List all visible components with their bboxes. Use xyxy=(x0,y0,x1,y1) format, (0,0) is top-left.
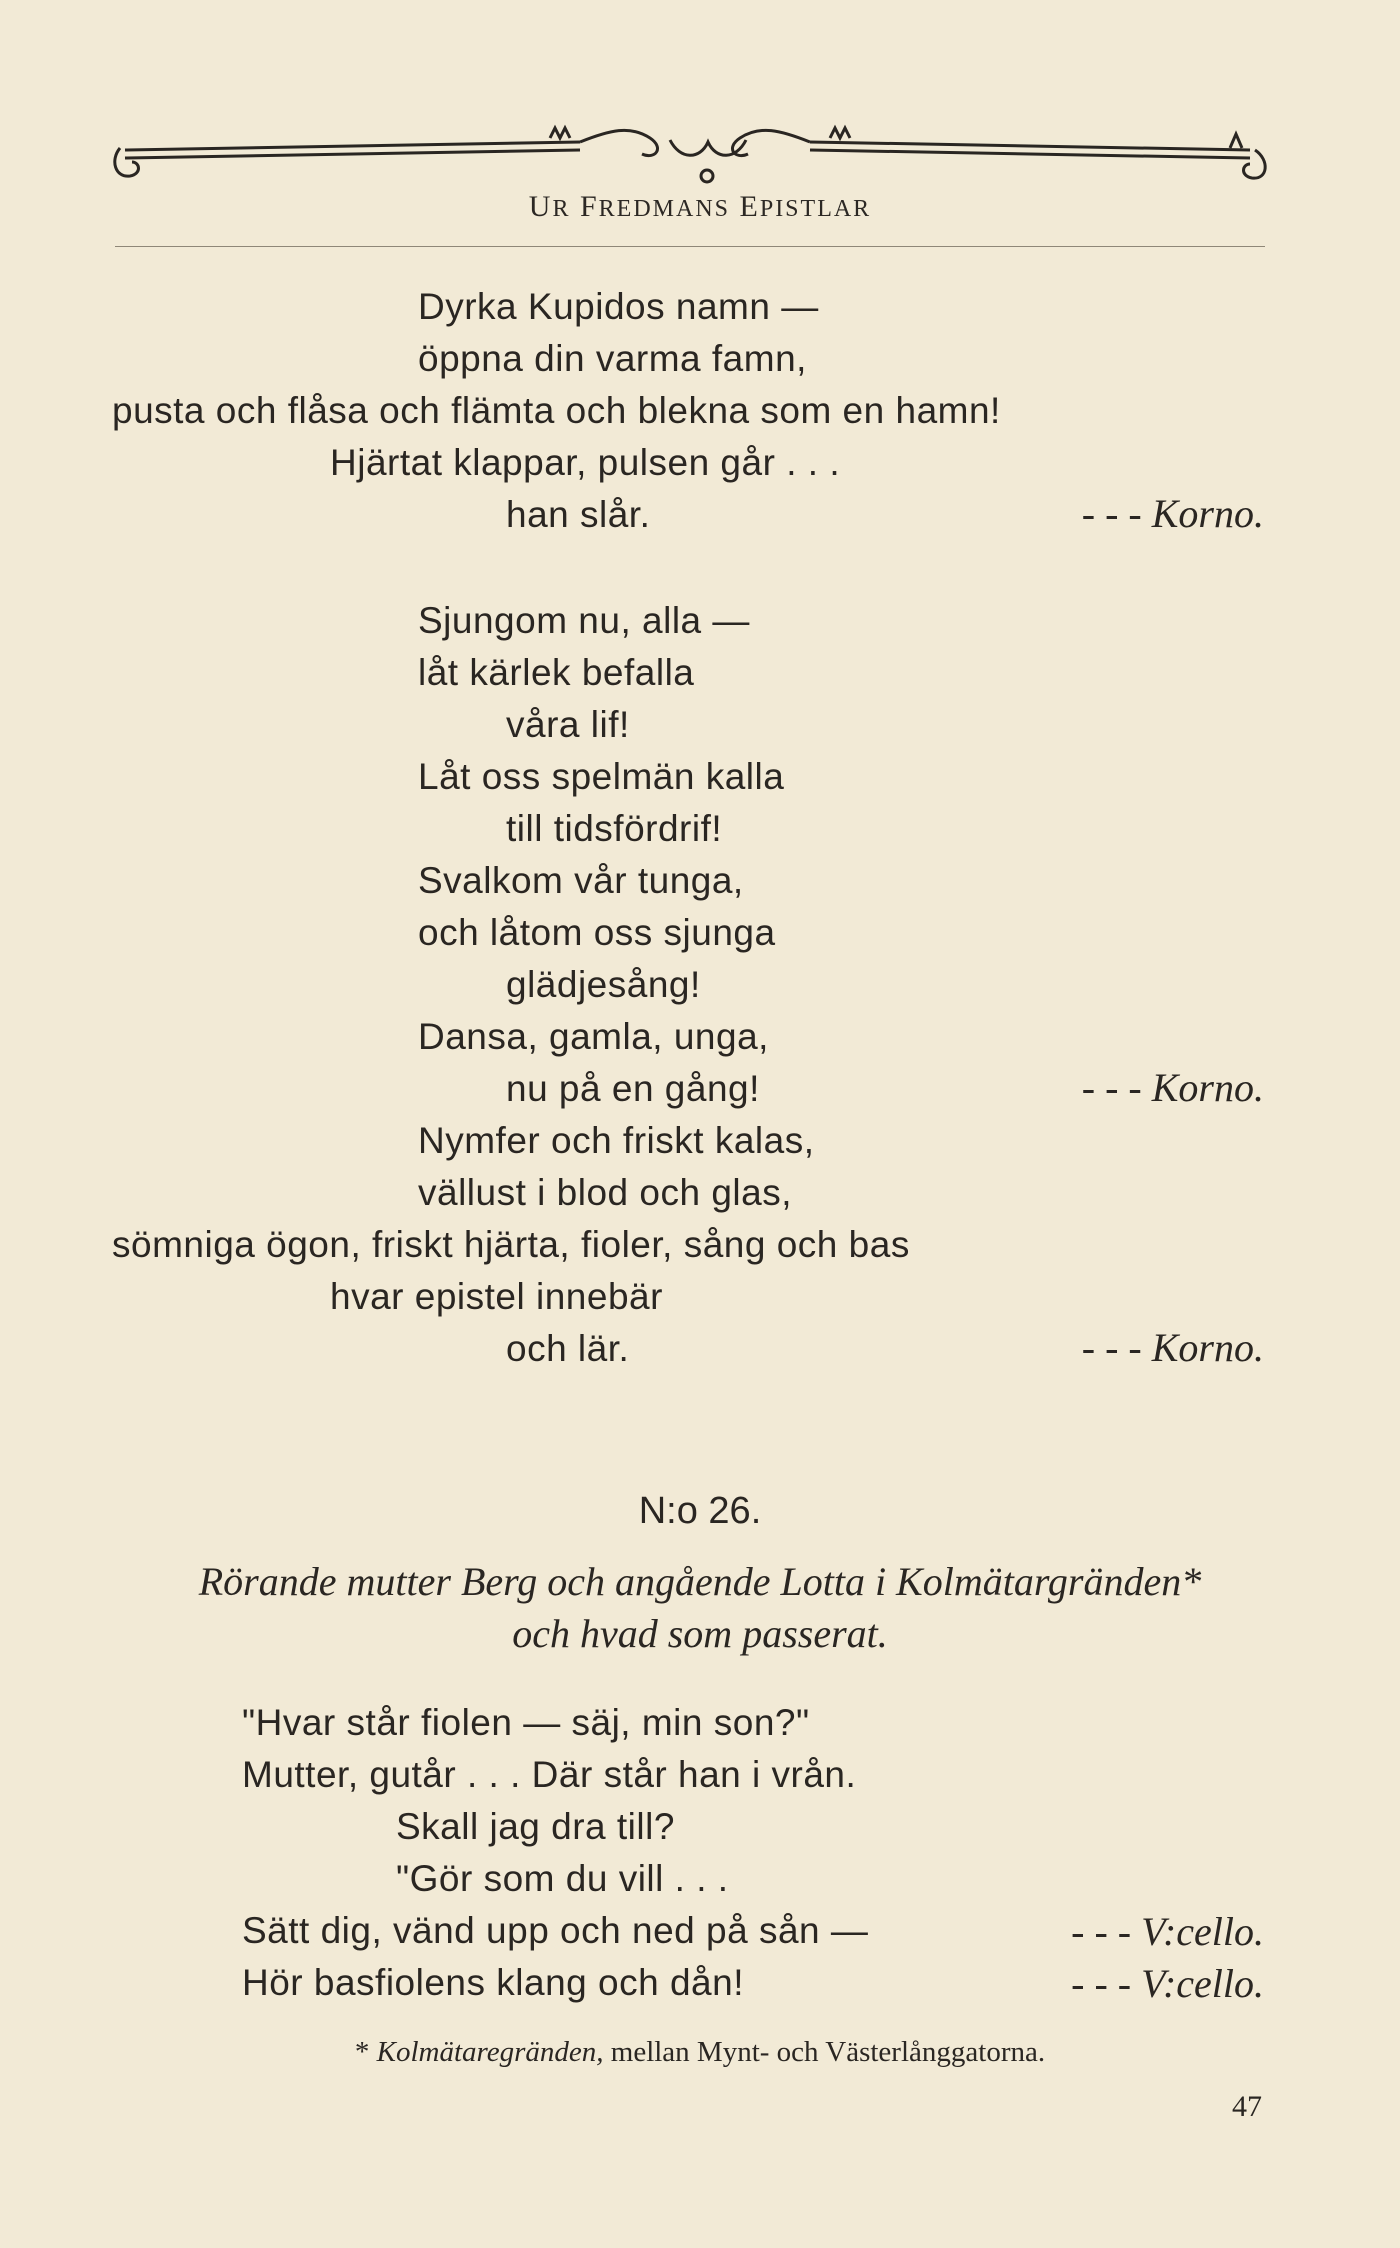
verse-line: vällust i blod och glas, xyxy=(418,1172,792,1213)
instrument-cue: - - - Korno. xyxy=(1081,491,1264,536)
instrument-cue: - - - V:cello. xyxy=(1071,1909,1264,1954)
epistle-title-line-2: och hvad som passerat. xyxy=(512,1611,888,1656)
verse-line: "Hvar står fiolen — säj, min son?" xyxy=(242,1702,810,1743)
verse-line: Nymfer och friskt kalas, xyxy=(418,1120,815,1161)
verse-line: Sjungom nu, alla — xyxy=(418,600,750,641)
verse-line: glädjesång! xyxy=(506,964,701,1005)
page-number: 47 xyxy=(1232,2090,1262,2123)
header-rule xyxy=(115,246,1265,247)
epistle-number: N:o 26. xyxy=(638,1490,762,1532)
footnote-place: Kolmätaregränden, xyxy=(376,2036,604,2068)
verse-line: "Gör som du vill . . . xyxy=(396,1858,729,1899)
running-head: UR FREDMANS EPISTLAR xyxy=(528,190,872,223)
footnote-marker: * xyxy=(354,2036,370,2068)
verse-line: och lär. xyxy=(506,1328,630,1369)
verse-line: låt kärlek befalla xyxy=(418,652,695,693)
verse-line: Sätt dig, vänd upp och ned på sån — xyxy=(242,1910,869,1951)
verse-line: till tidsfördrif! xyxy=(506,808,723,849)
verse-line: Mutter, gutår . . . Där står han i vrån. xyxy=(242,1754,857,1795)
verse-line: nu på en gång! xyxy=(506,1068,760,1109)
footnote-text: mellan Mynt- och Västerlånggatorna. xyxy=(610,2036,1046,2068)
verse-line: Hör basfiolens klang och dån! xyxy=(242,1962,744,2003)
epistle-title-line-1: Rörande mutter Berg och angående Lotta i Kolmätargränden* xyxy=(198,1559,1202,1604)
instrument-cue: - - - Korno. xyxy=(1081,1325,1264,1370)
verse-line: och låtom oss sjunga xyxy=(418,912,776,953)
verse-line: våra lif! xyxy=(506,704,630,745)
verse-line: Svalkom vår tunga, xyxy=(418,860,744,901)
header-ornament xyxy=(110,120,1275,200)
verse-line: Hjärtat klappar, pulsen går . . . xyxy=(330,442,841,483)
verse-line: han slår. xyxy=(506,494,651,535)
verse-line: Skall jag dra till? xyxy=(396,1806,675,1847)
verse-line: hvar epistel innebär xyxy=(330,1276,663,1317)
verse-line: sömniga ögon, friskt hjärta, fioler, sång och bas xyxy=(112,1224,910,1265)
instrument-cue: - - - V:cello. xyxy=(1071,1961,1264,2006)
instrument-cue: - - - Korno. xyxy=(1081,1065,1264,1110)
verse-line: öppna din varma famn, xyxy=(418,338,807,379)
footnote xyxy=(0,2038,1400,2067)
verse-line: pusta och flåsa och flämta och blekna som en hamn! xyxy=(112,390,1001,431)
verse-line: Låt oss spelmän kalla xyxy=(418,756,785,797)
verse-line: Dyrka Kupidos namn — xyxy=(418,286,819,327)
verse-line: Dansa, gamla, unga, xyxy=(418,1016,769,1057)
